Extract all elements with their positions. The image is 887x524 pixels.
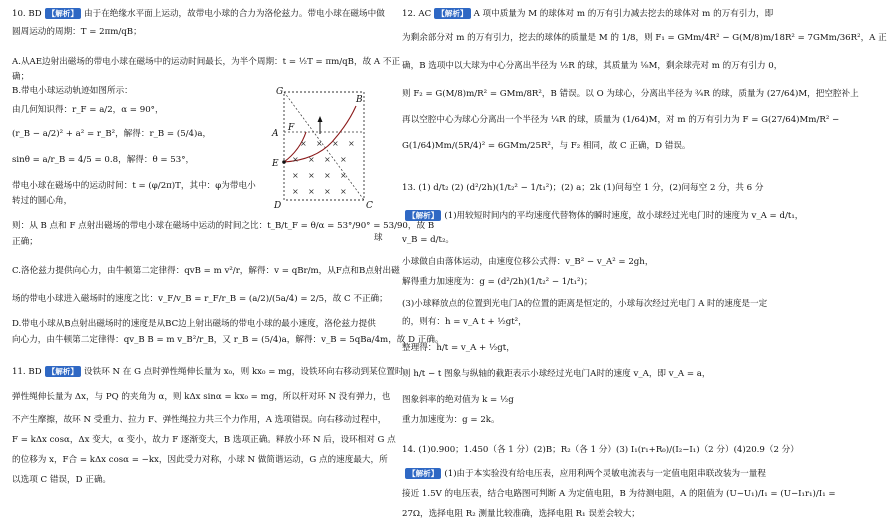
svg-text:×: × <box>316 139 323 148</box>
q11-number: 11. <box>12 367 26 377</box>
q12-number: 12. <box>402 9 416 19</box>
svg-text:×: × <box>332 139 339 148</box>
q13-line-6: 整理得：h/t = v_A + ½gt， <box>402 343 515 353</box>
q11-tag: 【解析】 <box>45 366 81 377</box>
q10-line-3: 确； <box>12 72 30 82</box>
label-C: C <box>366 201 373 211</box>
q13-line-1: v_B = d/t₂。 <box>402 235 455 245</box>
q10-line-9: 转过的圆心角， <box>12 196 73 206</box>
q10-line-4: B.带电小球运动轨迹如图所示： <box>12 86 133 96</box>
q10-line-10: 则：从 B 点和 F 点射出磁场的带电小球在磁场中运动的时间之比：t_B/t_F = θ/α = 53°/90° = 53/90，故 B <box>12 221 435 231</box>
q10-text-0: 由于在绝缘水平面上运动，故带电小球的合力为洛伦兹力。带电小球在磁场中做 <box>84 9 385 19</box>
q13-line-5: 的，则有：h = v_A t + ½gt²， <box>402 317 527 327</box>
svg-text:×: × <box>340 187 347 196</box>
q12-line-5: G(1/64)Mm/(5R/4)² = 6GMm/25R²，与 F₂ 相同，故 C 正确，D 错误。 <box>402 141 691 151</box>
q13-answers: (1) d/t₂ (2) (d²/2h)(1/t₂² − 1/t₁²)；(2) a；2k (1)问每空 1 分，(2)问每空 2 分，共 6 分 <box>418 183 764 193</box>
svg-text:×: × <box>340 155 347 164</box>
q13-line-9: 重力加速度为：g = 2k。 <box>402 415 500 425</box>
label-D: D <box>274 201 282 211</box>
q11-line-4: 的位移为 x，F合 = kΔx cosα = −kx，因此受力对称，小球 N 做简谐运动，G 点的速度最大，所 <box>12 455 388 465</box>
q10-line-13: 场的带电小球进入磁场时的速度之比：v_F/v_B = r_F/r_B = (a/2)/(5a/4) = 2/5，故 C 不正确； <box>12 294 388 304</box>
q10-line-2: A.从AE边射出磁场的带电小球在磁场中的运动时间最长，为半个周期：t = ½T = πm/qB，故 A 不正 <box>12 57 401 67</box>
q14-line-head <box>402 444 799 457</box>
q10-line-11: 正确； <box>12 237 38 247</box>
label-G: G <box>276 87 284 97</box>
q14-line-0 <box>402 468 766 481</box>
q11-line-2: 不产生摩擦，故环 N 受重力、拉力 F、弹性绳拉力共三个力作用，A 选项错误。向右移动过程中， <box>12 415 387 425</box>
q13-line-0 <box>402 210 803 223</box>
svg-text:×: × <box>324 187 331 196</box>
svg-text:×: × <box>292 187 299 196</box>
q12-tag: 【解析】 <box>434 8 470 19</box>
q13-line-3: 解得重力加速度为：g = (d²/2h)(1/t₂² − 1/t₁²)； <box>402 277 593 287</box>
q10-line-7: sinθ = a/r_B = 4/5 = 0.8，解得：θ = 53°， <box>12 155 195 165</box>
q10-line-15: 向心力，由牛顿第二定律得：qv_B B = m v_B²/r_B，又 r_B = (5/4)a，解得：v_B = 5qBa/4m，故 D 正确。 <box>12 335 444 345</box>
q11-line-3: F = kΔx cosα，Δx 变大，α 变小，故力 F 逐渐变大，B 选项正确。释放小环 N 后，设环相对 G 点 <box>12 435 396 445</box>
svg-text:×: × <box>324 171 331 180</box>
q13-line-4: (3)小球释放点的位置到光电门A的位置的距离是恒定的，小球每次经过光电门 A 时的速度是一定 <box>402 299 768 309</box>
q13-tag: 【解析】 <box>405 210 441 221</box>
q10-line-14: D.带电小球从B点射出磁场时的速度是从BC边上射出磁场的带电小球的最小速度，洛伦兹力提供 <box>12 319 376 329</box>
q12-line-4: 再以空腔中心为球心分离出一个半径为 ¼R 的球，质量为 (1/64)M，对 m 的万有引力为 F = G(27/64)Mm/R² − <box>402 115 840 125</box>
svg-text:×: × <box>308 171 315 180</box>
magnetic-field-diagram <box>270 84 380 209</box>
q10-line-5: 由几何知识得：r_F = a/2，α = 90°， <box>12 105 164 115</box>
svg-text:×: × <box>340 171 347 180</box>
q10-line-1: 圆周运动的周期：T = 2πm/qB； <box>12 27 142 37</box>
q13-number: 13. <box>402 183 416 193</box>
q14-tag: 【解析】 <box>405 468 441 479</box>
svg-text:×: × <box>324 155 331 164</box>
q12-answer: AC <box>418 9 432 19</box>
label-F: F <box>288 123 295 133</box>
q11-text-0: 设铁环 N 在 G 点时弹性绳伸长量为 x₀，则 kx₀ = mg，设铁环向右移动到某位置时 <box>84 367 404 377</box>
q11-line-5: 以选项 C 错误，D 正确。 <box>12 475 112 485</box>
q13-line-8: 图象斜率的绝对值为 k = ½g <box>402 395 514 405</box>
label-B: B <box>356 95 363 105</box>
q10-tag: 【解析】 <box>45 8 81 19</box>
svg-text:×: × <box>292 155 299 164</box>
q13-line-7: 则 h/t − t 图象与纵轴的截距表示小球经过光电门A时的速度 v_A，即 v_A = a， <box>402 369 711 379</box>
q12-line-0 <box>402 8 773 21</box>
q13-text-0: (1)用较短时间内的平均速度代替物体的瞬时速度，故小球经过光电门时的速度为 v_A = d/t₁， <box>444 211 804 221</box>
q14-line-2: 27Ω，选择电阻 R₂ 测量比较准确，选择电阻 R₁ 误差会较大； <box>402 509 640 519</box>
q14-number: 14. <box>402 445 416 455</box>
q13-line-head <box>402 182 763 195</box>
q10-ball-text: 球 <box>374 233 383 243</box>
svg-text:×: × <box>308 187 315 196</box>
q11-answer: BD <box>28 367 42 377</box>
q13-line-2: 小球做自由落体运动，由速度位移公式得：v_B² − v_A² = 2gh， <box>402 257 654 267</box>
q11-line-1: 弹性绳伸长量为 Δx，与 PQ 的夹角为 α，则 kΔx sinα = kx₀ = mg，所以杆对环 N 没有弹力，也 <box>12 392 391 402</box>
q10-number: 10. <box>12 9 26 19</box>
q10-line-12: C.洛伦兹力提供向心力，由牛顿第二定律得：qvB = m v²/r，解得：v = qBr/m，从F点和B点射出磁 <box>12 266 400 276</box>
q12-line-1: 为剩余部分对 m 的万有引力，挖去的球体的质量是 M 的 1/8，则 F₁ = GMm/4R² − G(M/8)m/18R² = 7GMm/36R²，A 正 <box>402 33 887 43</box>
q14-text-0: (1)由于本实验没有给电压表，应用利两个灵敏电流表与一定值电阻串联改装为一量程 <box>444 469 766 479</box>
svg-text:×: × <box>348 139 355 148</box>
svg-text:×: × <box>292 171 299 180</box>
q11-line-0 <box>12 366 404 379</box>
label-A: A <box>272 129 279 139</box>
q10-line-8: 带电小球在磁场中的运动时间：t = (φ/2π)T，其中：φ为带电小 <box>12 181 256 191</box>
q10-line-6: (r_B − a/2)² + a² = r_B²，解得：r_B = (5/4)a， <box>12 129 212 139</box>
q14-answers: (1)0.900；1.450（各 1 分）(2)B；R₂（各 1 分）(3) I₁(r₁+R₀)/(I₂−I₁)（2 分）(4)20.9（2 分） <box>418 445 799 455</box>
q12-text-0: A 项中质量为 M 的球体对 m 的万有引力减去挖去的球体对 m 的万有引力，即 <box>473 9 774 19</box>
q10-line-0 <box>12 8 385 21</box>
q14-line-1: 接近 1.5V 的电压表，结合电路图可判断 A 为定值电阻，B 为待测电阻，A 的阻值为 (U−U₁)/I₁ = (U−I₁r₁)/I₁ = <box>402 489 836 499</box>
svg-text:×: × <box>308 155 315 164</box>
q12-line-2: 确，B 选项中以大球为中心分离出半径为 ½R 的球，其质量为 ⅛M，剩余球壳对 m 的万有引力 0， <box>402 61 783 71</box>
q12-line-3: 则 F₂ = G(M/8)m/R² = GMm/8R²，B 错误。以 O 为球心，分离出半径为 ¾R 的球，质量为 (27/64)M，把空腔补上 <box>402 89 859 99</box>
label-E: E <box>272 159 279 169</box>
svg-text:×: × <box>300 139 307 148</box>
q10-answer: BD <box>28 9 42 19</box>
